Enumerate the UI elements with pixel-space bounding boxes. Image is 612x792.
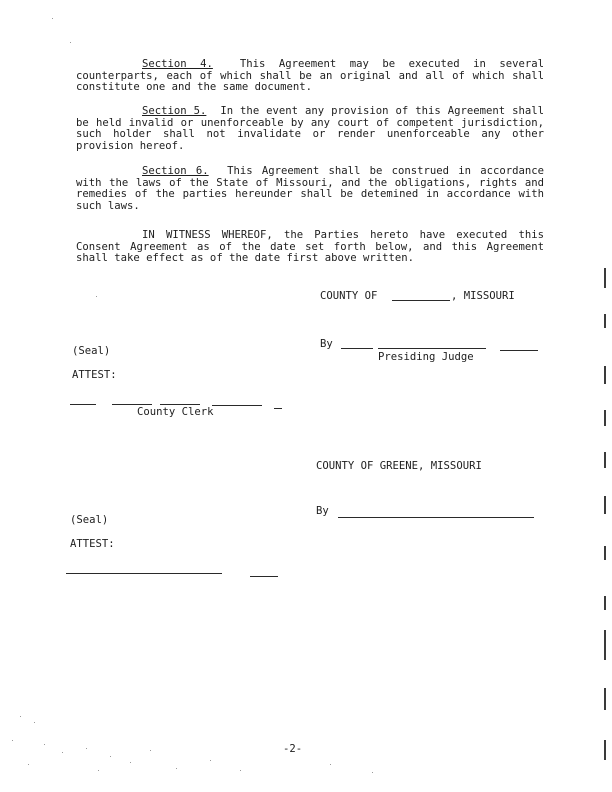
county-2-label: COUNTY OF GREENE, MISSOURI — [316, 460, 482, 472]
by-label-1: By — [320, 338, 333, 350]
county-1-blank — [392, 300, 450, 301]
scan-speck — [96, 296, 97, 297]
scan-speck — [28, 764, 29, 765]
attest-line-2b — [250, 576, 278, 577]
scan-speck — [150, 750, 151, 751]
scan-speck — [86, 748, 87, 749]
signature-line-1a — [341, 348, 373, 349]
section-5-heading: Section 5. — [142, 105, 207, 117]
scan-mark — [604, 366, 606, 384]
signature-line-1c — [500, 350, 538, 351]
county-clerk-label: County Clerk — [137, 406, 214, 418]
scan-speck — [240, 770, 241, 771]
scan-mark — [604, 452, 606, 468]
scan-mark — [604, 688, 606, 710]
attest-line-2a — [66, 573, 222, 574]
seal-label-1: (Seal) — [72, 345, 111, 357]
scan-mark — [604, 410, 606, 426]
attest-line-1b — [112, 404, 152, 405]
scan-speck — [20, 716, 21, 717]
scan-speck — [62, 752, 63, 753]
section-6-paragraph — [76, 166, 544, 212]
scan-speck — [52, 18, 53, 19]
scan-speck — [210, 760, 211, 761]
scan-speck — [176, 768, 177, 769]
section-6-heading: Section 6. — [142, 165, 209, 177]
signature-line-1b — [378, 348, 486, 349]
scan-speck — [34, 722, 35, 723]
scan-speck — [44, 744, 45, 745]
signature-line-2 — [338, 517, 534, 518]
scan-speck — [98, 770, 99, 771]
witness-text: IN WITNESS WHEREOF, the Parties hereto have executed this Consent Agreement as of the date set forth below, and this Agreement shall take effect as of the date first above written. — [76, 229, 544, 265]
scan-mark — [604, 546, 606, 560]
scan-speck — [70, 42, 71, 43]
county-1-suffix: , MISSOURI — [451, 290, 515, 302]
scan-speck — [110, 756, 111, 757]
witness-paragraph — [76, 230, 544, 265]
scan-speck — [130, 762, 131, 763]
scan-speck — [12, 740, 13, 741]
scan-speck — [372, 772, 373, 773]
scan-mark — [604, 630, 606, 660]
attest-label-1: ATTEST: — [72, 369, 117, 381]
seal-label-2: (Seal) — [70, 514, 109, 526]
attest-label-2: ATTEST: — [70, 538, 115, 550]
by-label-2: By — [316, 505, 329, 517]
section-5-paragraph — [76, 106, 544, 152]
scan-mark — [604, 314, 606, 328]
section-4-paragraph — [76, 59, 544, 94]
section-5-body: In the event any provision of this Agreement shall be held invalid or unenforceable by any court of competent jurisdiction, such holder shall not invalidate or render unenforceable any other provision hereof. — [76, 105, 544, 152]
section-4-heading: Section 4. — [142, 58, 213, 70]
presiding-judge-label: Presiding Judge — [378, 351, 474, 363]
scan-mark — [604, 740, 606, 760]
scan-mark — [604, 496, 606, 514]
attest-line-1a — [70, 404, 96, 405]
page-number: -2- — [283, 743, 303, 755]
scan-speck — [330, 764, 331, 765]
scan-mark — [604, 268, 606, 288]
attest-line-1c — [160, 404, 200, 405]
section-4-body: This Agreement may be executed in several counterparts, each of which shall be an original and all of which shall constitute one and the same document. — [76, 58, 544, 94]
section-6-body: This Agreement shall be construed in accordance with the laws of the State of Missouri, and the obligations, rights and remedies of the parties hereunder shall be detemined in accordance with such laws. — [76, 165, 544, 212]
attest-line-1d — [212, 405, 262, 406]
county-1-prefix: COUNTY OF — [320, 290, 378, 302]
attest-line-1e — [274, 408, 282, 409]
scan-mark — [604, 596, 606, 610]
